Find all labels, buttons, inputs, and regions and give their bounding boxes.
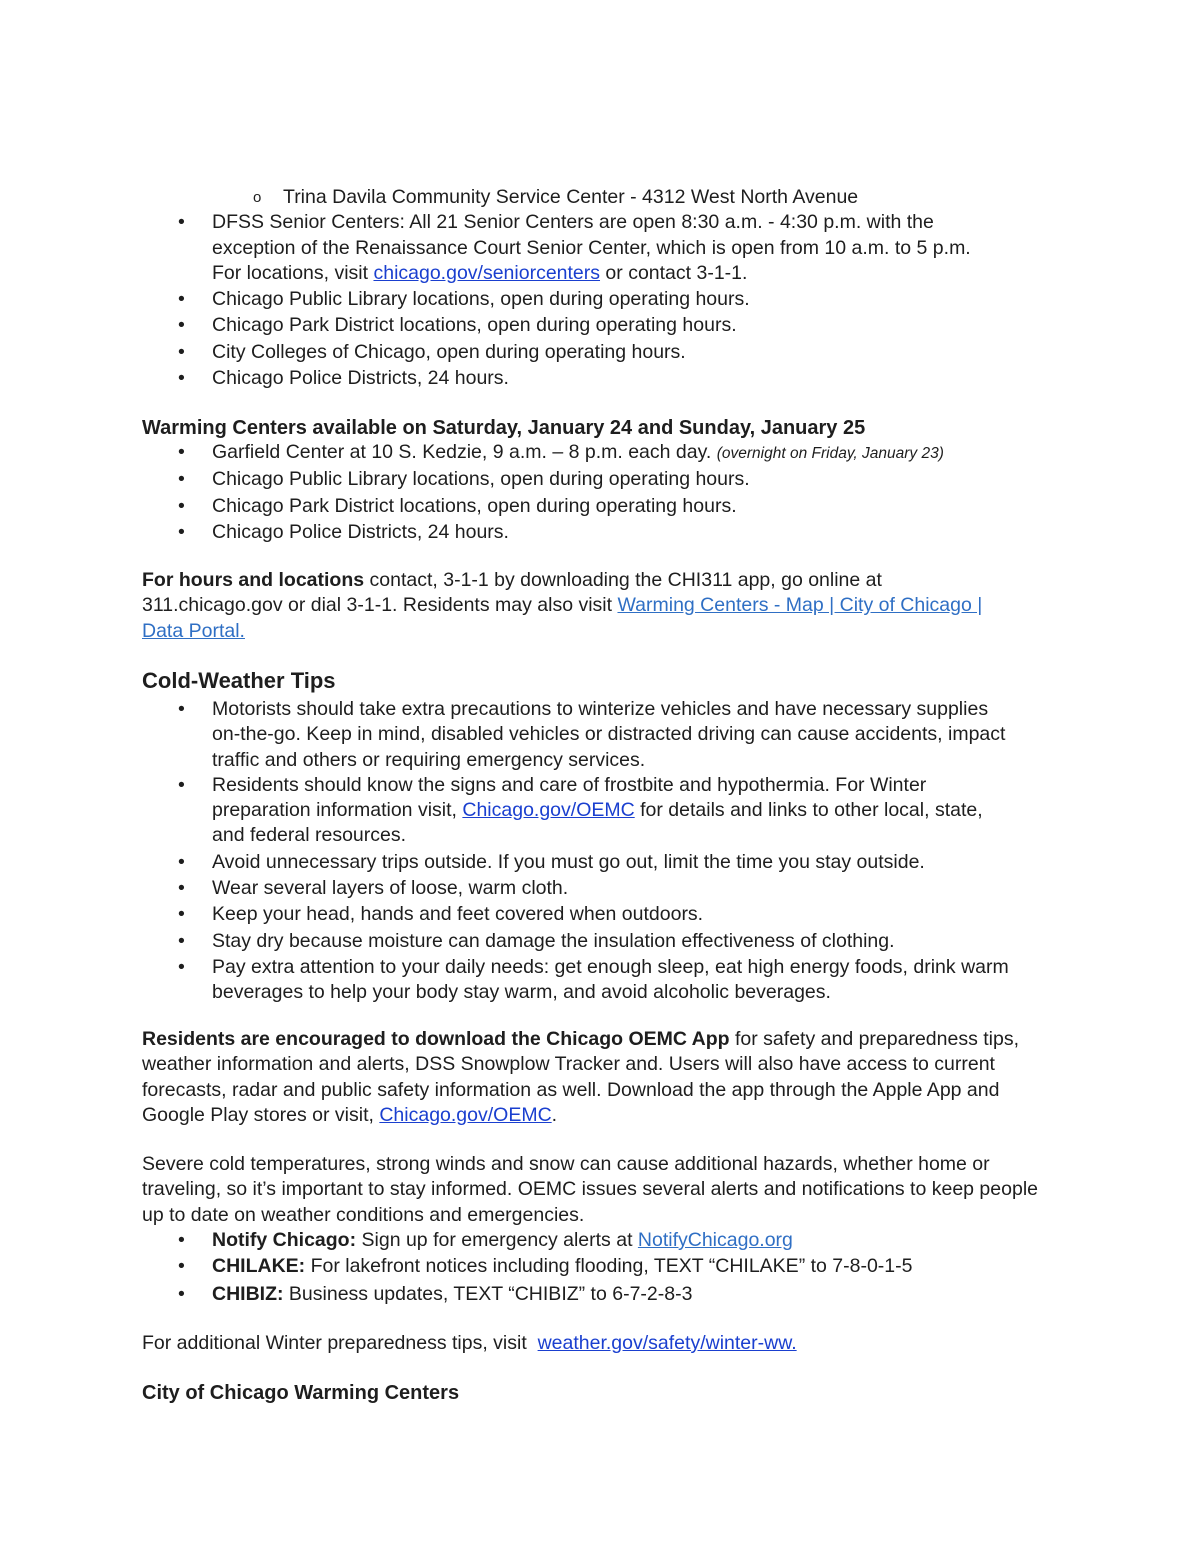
circle-bullet-icon: o xyxy=(253,189,262,206)
hours-paragraph xyxy=(142,568,992,644)
list-item xyxy=(142,287,1062,312)
item-text: Chicago Police Districts, 24 hours. xyxy=(212,520,509,543)
bullet-icon: • xyxy=(178,468,185,491)
list-item xyxy=(142,340,1062,365)
bullet-icon: • xyxy=(178,877,185,900)
item-text: City Colleges of Chicago, open during operating hours. xyxy=(212,340,686,363)
item-text: Stay dry because moisture can damage the insulation effectiveness of clothing. xyxy=(212,929,895,952)
list-item xyxy=(142,494,1062,519)
app-paragraph xyxy=(142,1027,1060,1128)
bullet-icon: • xyxy=(178,441,185,463)
list-item xyxy=(142,850,1062,875)
list-item xyxy=(142,876,1062,901)
list-item xyxy=(142,1282,1062,1307)
bullet-icon: • xyxy=(178,520,185,543)
bullet-icon: • xyxy=(178,288,185,311)
item-text: or contact 3-1-1. xyxy=(600,261,748,284)
bullet-icon: • xyxy=(178,211,185,234)
list-item xyxy=(142,313,1062,338)
item-text: Pay extra attention to your daily needs: get enough sleep, eat high energy foods, drink warm beverages to help your body stay warm, and avoid alcoholic beverages. xyxy=(212,955,1009,1004)
list-item xyxy=(142,955,1042,1006)
list-item xyxy=(142,902,1062,927)
bullet-icon: • xyxy=(178,1282,185,1305)
list-item xyxy=(142,1228,1062,1253)
list-item xyxy=(142,366,1062,391)
item-text: Avoid unnecessary trips outside. If you must go out, limit the time you stay outside. xyxy=(212,850,925,873)
item-label: Notify Chicago: xyxy=(212,1229,357,1251)
list-item xyxy=(142,697,1012,773)
list-item xyxy=(142,773,1012,849)
bullet-icon: • xyxy=(178,773,185,796)
item-text: Chicago Public Library locations, open during operating hours. xyxy=(212,288,750,311)
item-text: Wear several layers of loose, warm cloth. xyxy=(212,877,569,900)
item-text: Motorists should take extra precautions to winterize vehicles and have necessary supplies on-the-go. Keep in mind, disabled vehicles or distracted driving can cause accidents, impact traffic and others or requiring emergency services. xyxy=(212,698,1006,771)
item-text: Business updates, TEXT “CHIBIZ” to 6-7-2-8-3 xyxy=(283,1282,693,1305)
bullet-icon: • xyxy=(178,494,185,517)
item-text: Trina Davila Community Service Center - 4312 West North Avenue xyxy=(283,186,859,208)
oemc-link[interactable]: Chicago.gov/OEMC xyxy=(462,799,635,822)
bullet-icon: • xyxy=(178,340,185,363)
bullet-icon: • xyxy=(178,929,185,952)
bullet-icon: • xyxy=(178,698,185,720)
bullet-icon: • xyxy=(178,1229,185,1251)
item-text: Garfield Center at 10 S. Kedzie, 9 a.m. – 8 p.m. each day. xyxy=(212,441,717,463)
paragraph-text: for safety and preparedness tips, weather information and alerts, DSS Snowplow Tracker and. Users will also have access to current forecasts, radar and public safety information as well. Download the app through the Apple App and Google Play stores or visit, xyxy=(142,1028,1020,1126)
list-item xyxy=(142,467,1062,492)
list-item xyxy=(142,440,1062,466)
warming-centers-heading: City of Chicago Warming Centers xyxy=(142,1382,460,1404)
tips-heading: Cold-Weather Tips xyxy=(142,668,336,693)
item-text: Chicago Park District locations, open during operating hours. xyxy=(212,494,737,517)
list-item xyxy=(142,1254,1062,1279)
paragraph-text: . xyxy=(551,1103,558,1126)
paragraph-text: For additional Winter preparedness tips, visit xyxy=(142,1332,538,1354)
bullet-icon: • xyxy=(178,314,185,337)
notify-chicago-link[interactable]: NotifyChicago.org xyxy=(637,1229,793,1251)
item-text: for details and links to other local, state, and federal resources. xyxy=(212,799,983,847)
list-item xyxy=(142,520,1062,545)
weekend-heading: Warming Centers available on Saturday, January 24 and Sunday, January 25 xyxy=(142,417,866,439)
alerts-list xyxy=(142,1228,1062,1307)
item-text: Sign up for emergency alerts at xyxy=(356,1229,638,1251)
item-text: Chicago Public Library locations, open during operating hours. xyxy=(212,468,750,491)
warming-locations-list xyxy=(142,185,1062,391)
list-item xyxy=(142,185,1062,210)
item-text: Chicago Police Districts, 24 hours. xyxy=(212,367,509,390)
bold-lead: For hours and locations xyxy=(142,569,365,591)
list-item xyxy=(142,210,992,286)
bullet-icon: • xyxy=(178,903,185,926)
oemc-link[interactable]: Chicago.gov/OEMC xyxy=(379,1103,552,1126)
list-item xyxy=(142,929,1062,954)
paragraph-text: contact, 3-1-1 by downloading the CHI311 app, go online at 311.chicago.gov or dial 3-1-1. Residents may also visit xyxy=(142,569,882,617)
tips-list xyxy=(142,697,1062,1006)
item-note: (overnight on Friday, January 23) xyxy=(716,445,944,462)
weather-gov-link[interactable]: weather.gov/safety/winter-ww. xyxy=(537,1332,797,1354)
bullet-icon: • xyxy=(178,850,185,873)
senior-centers-link[interactable]: chicago.gov/seniorcenters xyxy=(373,261,601,284)
data-portal-link[interactable]: Warming Centers - Map | City of Chicago | Data Portal. xyxy=(142,594,983,642)
weekend-list xyxy=(142,440,1062,545)
item-text: Residents should know the signs and care of frostbite and hypothermia. For Winter preparation information visit, xyxy=(212,773,927,822)
item-text: Keep your head, hands and feet covered when outdoors. xyxy=(212,903,704,926)
additional-tips-paragraph xyxy=(142,1331,1062,1356)
bullet-icon: • xyxy=(178,955,185,978)
alerts-paragraph: Severe cold temperatures, strong winds and snow can cause additional hazards, whether home or traveling, so it’s important to stay informed. OEMC issues several alerts and notifications to keep people up to date on weather conditions and emergencies. xyxy=(142,1153,1038,1226)
bullet-icon: • xyxy=(178,367,185,390)
item-label: CHIBIZ: xyxy=(212,1282,284,1305)
item-text: For lakefront notices including flooding, TEXT “CHILAKE” to 7-8-0-1-5 xyxy=(305,1255,913,1278)
bold-lead: Residents are encouraged to download the Chicago OEMC App xyxy=(142,1028,730,1050)
item-text: DFSS Senior Centers: All 21 Senior Centers are open 8:30 a.m. - 4:30 p.m. with the exception of the Renaissance Court Senior Center, which is open from 10 a.m. to 5 p.m. For locations, visit xyxy=(212,211,971,284)
item-label: CHILAKE: xyxy=(212,1255,306,1278)
bullet-icon: • xyxy=(178,1255,185,1278)
item-text: Chicago Park District locations, open during operating hours. xyxy=(212,314,737,337)
